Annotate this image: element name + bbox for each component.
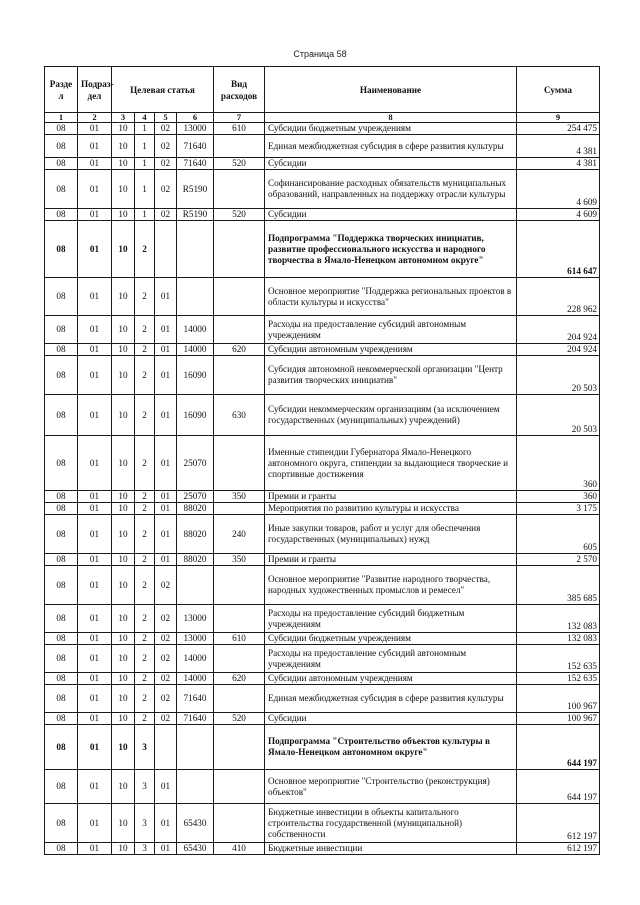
cell-naimenovanie: Расходы на предоставление субсидий автономным учреждениям — [265, 316, 517, 344]
cell-razdel: 08 — [45, 158, 78, 170]
header-naimenovanie: Наименование — [265, 67, 517, 113]
cell-razdel: 08 — [45, 170, 78, 209]
cell-vid-raskhodov — [214, 170, 265, 209]
cell-event: 02 — [155, 170, 177, 209]
cell-vid-raskhodov: 240 — [214, 515, 265, 554]
cell-vid-raskhodov — [214, 725, 265, 770]
cell-subprogram: 1 — [135, 158, 155, 170]
table-row — [45, 633, 600, 645]
cell-event: 02 — [155, 633, 177, 645]
cell-subprogram: 2 — [135, 344, 155, 356]
column-number: 6 — [177, 113, 214, 123]
cell-subprogram: 1 — [135, 170, 155, 209]
cell-summa: 360 — [517, 491, 600, 503]
cell-direction: 65430 — [177, 804, 214, 843]
cell-direction: 14000 — [177, 645, 214, 673]
column-number: 5 — [155, 113, 177, 123]
cell-naimenovanie: Единая межбюджетная субсидия в сфере развития культуры — [265, 135, 517, 158]
cell-podrazdel: 01 — [78, 491, 112, 503]
cell-program: 10 — [112, 170, 135, 209]
cell-subprogram: 2 — [135, 713, 155, 725]
column-number: 9 — [517, 113, 600, 123]
cell-subprogram: 2 — [135, 633, 155, 645]
cell-program: 10 — [112, 123, 135, 135]
cell-vid-raskhodov: 620 — [214, 673, 265, 685]
cell-program: 10 — [112, 645, 135, 673]
cell-direction: 13000 — [177, 633, 214, 645]
cell-vid-raskhodov — [214, 605, 265, 633]
table-row — [45, 503, 600, 515]
cell-podrazdel: 01 — [78, 436, 112, 491]
cell-razdel: 08 — [45, 673, 78, 685]
cell-program: 10 — [112, 503, 135, 515]
cell-razdel: 08 — [45, 221, 78, 278]
cell-naimenovanie: Субсидии некоммерческим организациям (за исключением государственных (муниципальных) учреждений) — [265, 395, 517, 436]
table-row — [45, 221, 600, 278]
column-number: 8 — [265, 113, 517, 123]
cell-direction — [177, 566, 214, 605]
cell-direction: 16090 — [177, 356, 214, 395]
cell-direction — [177, 770, 214, 804]
table-row — [45, 725, 600, 770]
cell-vid-raskhodov: 520 — [214, 209, 265, 221]
cell-summa: 204 924 — [517, 344, 600, 356]
cell-program: 10 — [112, 843, 135, 855]
header-razdel: Разде л — [45, 67, 78, 113]
cell-podrazdel: 01 — [78, 685, 112, 713]
cell-direction: 88020 — [177, 554, 214, 566]
cell-event: 01 — [155, 356, 177, 395]
cell-subprogram: 2 — [135, 436, 155, 491]
cell-summa: 20 503 — [517, 356, 600, 395]
cell-naimenovanie: Субсидии — [265, 158, 517, 170]
cell-vid-raskhodov — [214, 503, 265, 515]
cell-program: 10 — [112, 566, 135, 605]
cell-direction: 16090 — [177, 395, 214, 436]
cell-subprogram: 1 — [135, 135, 155, 158]
cell-naimenovanie: Субсидии автономным учреждениям — [265, 344, 517, 356]
table-row — [45, 158, 600, 170]
table-row — [45, 170, 600, 209]
cell-program: 10 — [112, 356, 135, 395]
cell-naimenovanie: Основное мероприятие "Поддержка региональных проектов в области культуры и искусства" — [265, 278, 517, 316]
cell-naimenovanie: Субсидии бюджетным учреждениям — [265, 633, 517, 645]
cell-razdel: 08 — [45, 395, 78, 436]
cell-vid-raskhodov — [214, 436, 265, 491]
cell-direction — [177, 278, 214, 316]
cell-summa: 385 685 — [517, 566, 600, 605]
cell-summa: 614 647 — [517, 221, 600, 278]
cell-direction: 71640 — [177, 685, 214, 713]
budget-table — [44, 66, 600, 855]
cell-direction: 71640 — [177, 158, 214, 170]
table-row — [45, 770, 600, 804]
cell-program: 10 — [112, 554, 135, 566]
header-celevaya-statya: Целевая статья — [112, 67, 214, 113]
cell-podrazdel: 01 — [78, 395, 112, 436]
cell-podrazdel: 01 — [78, 566, 112, 605]
cell-podrazdel: 01 — [78, 356, 112, 395]
column-number: 3 — [112, 113, 135, 123]
cell-podrazdel: 01 — [78, 645, 112, 673]
table-row — [45, 843, 600, 855]
column-number: 2 — [78, 113, 112, 123]
cell-vid-raskhodov — [214, 645, 265, 673]
cell-razdel: 08 — [45, 566, 78, 605]
table-row — [45, 605, 600, 633]
cell-event: 02 — [155, 158, 177, 170]
cell-program: 10 — [112, 605, 135, 633]
cell-naimenovanie: Субсидия автономной некоммерческой организации "Центр развития творческих инициатив" — [265, 356, 517, 395]
cell-event: 01 — [155, 436, 177, 491]
table-header-row — [45, 67, 600, 113]
cell-event: 02 — [155, 713, 177, 725]
cell-event: 01 — [155, 770, 177, 804]
cell-subprogram: 2 — [135, 278, 155, 316]
cell-program: 10 — [112, 673, 135, 685]
cell-vid-raskhodov: 610 — [214, 123, 265, 135]
cell-program: 10 — [112, 158, 135, 170]
cell-subprogram: 3 — [135, 804, 155, 843]
cell-event: 01 — [155, 554, 177, 566]
cell-event — [155, 221, 177, 278]
cell-program: 10 — [112, 221, 135, 278]
cell-event: 02 — [155, 645, 177, 673]
cell-summa: 254 475 — [517, 123, 600, 135]
cell-program: 10 — [112, 633, 135, 645]
table-row — [45, 713, 600, 725]
cell-naimenovanie: Субсидии бюджетным учреждениям — [265, 123, 517, 135]
cell-direction: 71640 — [177, 713, 214, 725]
cell-naimenovanie: Бюджетные инвестиции в объекты капитального строительства государственной (муниципальной) собственности — [265, 804, 517, 843]
cell-summa: 20 503 — [517, 395, 600, 436]
cell-vid-raskhodov — [214, 356, 265, 395]
cell-naimenovanie: Мероприятия по развитию культуры и искусства — [265, 503, 517, 515]
cell-naimenovanie: Расходы на предоставление субсидий автономным учреждениям — [265, 645, 517, 673]
cell-program: 10 — [112, 316, 135, 344]
cell-event: 01 — [155, 503, 177, 515]
cell-subprogram: 2 — [135, 221, 155, 278]
cell-event: 01 — [155, 395, 177, 436]
cell-summa: 4 381 — [517, 135, 600, 158]
cell-podrazdel: 01 — [78, 770, 112, 804]
cell-direction: 71640 — [177, 135, 214, 158]
cell-razdel: 08 — [45, 685, 78, 713]
table-row — [45, 685, 600, 713]
cell-event: 02 — [155, 605, 177, 633]
column-number: 1 — [45, 113, 78, 123]
cell-direction: 65430 — [177, 843, 214, 855]
cell-razdel: 08 — [45, 725, 78, 770]
cell-vid-raskhodov — [214, 804, 265, 843]
cell-program: 10 — [112, 491, 135, 503]
cell-razdel: 08 — [45, 316, 78, 344]
cell-razdel: 08 — [45, 843, 78, 855]
table-row — [45, 436, 600, 491]
cell-subprogram: 2 — [135, 685, 155, 713]
cell-naimenovanie: Субсидии автономным учреждениям — [265, 673, 517, 685]
cell-podrazdel: 01 — [78, 209, 112, 221]
column-number: 7 — [214, 113, 265, 123]
table-row — [45, 491, 600, 503]
header-podrazdel: Подраз- дел — [78, 67, 112, 113]
cell-summa: 152 635 — [517, 645, 600, 673]
cell-program: 10 — [112, 436, 135, 491]
cell-summa: 152 635 — [517, 673, 600, 685]
cell-subprogram: 2 — [135, 503, 155, 515]
cell-event: 01 — [155, 491, 177, 503]
cell-summa: 644 197 — [517, 770, 600, 804]
cell-direction: 14000 — [177, 673, 214, 685]
cell-vid-raskhodov: 620 — [214, 344, 265, 356]
cell-podrazdel: 01 — [78, 515, 112, 554]
cell-event: 02 — [155, 209, 177, 221]
cell-vid-raskhodov: 520 — [214, 158, 265, 170]
table-row — [45, 673, 600, 685]
cell-event: 02 — [155, 123, 177, 135]
table-row — [45, 395, 600, 436]
cell-podrazdel: 01 — [78, 158, 112, 170]
cell-direction: 14000 — [177, 344, 214, 356]
cell-razdel: 08 — [45, 123, 78, 135]
cell-summa: 3 175 — [517, 503, 600, 515]
table-row — [45, 135, 600, 158]
cell-summa: 2 570 — [517, 554, 600, 566]
cell-program: 10 — [112, 770, 135, 804]
cell-summa: 100 967 — [517, 685, 600, 713]
cell-naimenovanie: Иные закупки товаров, работ и услуг для обеспечения государственных (муниципальных) нужд — [265, 515, 517, 554]
cell-program: 10 — [112, 395, 135, 436]
cell-event: 02 — [155, 566, 177, 605]
cell-razdel: 08 — [45, 503, 78, 515]
cell-razdel: 08 — [45, 344, 78, 356]
cell-summa: 100 967 — [517, 713, 600, 725]
cell-direction: 88020 — [177, 503, 214, 515]
cell-podrazdel: 01 — [78, 221, 112, 278]
table-row — [45, 566, 600, 605]
cell-podrazdel: 01 — [78, 605, 112, 633]
table-body — [45, 123, 600, 855]
cell-vid-raskhodov: 410 — [214, 843, 265, 855]
cell-summa: 228 962 — [517, 278, 600, 316]
cell-subprogram: 2 — [135, 605, 155, 633]
cell-naimenovanie: Единая межбюджетная субсидия в сфере развития культуры — [265, 685, 517, 713]
cell-program: 10 — [112, 209, 135, 221]
cell-program: 10 — [112, 135, 135, 158]
cell-razdel: 08 — [45, 713, 78, 725]
cell-program: 10 — [112, 278, 135, 316]
table-row — [45, 344, 600, 356]
cell-razdel: 08 — [45, 605, 78, 633]
cell-summa: 605 — [517, 515, 600, 554]
cell-summa: 4 381 — [517, 158, 600, 170]
cell-razdel: 08 — [45, 491, 78, 503]
cell-summa: 612 197 — [517, 804, 600, 843]
cell-podrazdel: 01 — [78, 804, 112, 843]
cell-naimenovanie: Премии и гранты — [265, 491, 517, 503]
cell-naimenovanie: Премии и гранты — [265, 554, 517, 566]
cell-summa: 4 609 — [517, 209, 600, 221]
cell-podrazdel: 01 — [78, 170, 112, 209]
cell-direction: 13000 — [177, 605, 214, 633]
table-row — [45, 554, 600, 566]
cell-razdel: 08 — [45, 554, 78, 566]
table-row — [45, 515, 600, 554]
cell-program: 10 — [112, 685, 135, 713]
cell-subprogram: 2 — [135, 356, 155, 395]
cell-summa: 204 924 — [517, 316, 600, 344]
cell-vid-raskhodov — [214, 278, 265, 316]
cell-summa: 612 197 — [517, 843, 600, 855]
cell-program: 10 — [112, 725, 135, 770]
cell-direction: R5190 — [177, 170, 214, 209]
cell-event: 02 — [155, 673, 177, 685]
cell-summa: 4 609 — [517, 170, 600, 209]
cell-subprogram: 3 — [135, 725, 155, 770]
cell-vid-raskhodov — [214, 566, 265, 605]
cell-vid-raskhodov: 350 — [214, 554, 265, 566]
cell-podrazdel: 01 — [78, 503, 112, 515]
cell-subprogram: 2 — [135, 645, 155, 673]
cell-podrazdel: 01 — [78, 344, 112, 356]
cell-summa: 132 083 — [517, 605, 600, 633]
cell-program: 10 — [112, 515, 135, 554]
cell-razdel: 08 — [45, 436, 78, 491]
cell-podrazdel: 01 — [78, 673, 112, 685]
cell-event: 02 — [155, 685, 177, 713]
cell-razdel: 08 — [45, 209, 78, 221]
cell-subprogram: 3 — [135, 843, 155, 855]
cell-podrazdel: 01 — [78, 123, 112, 135]
page-number-label: Страница 58 — [293, 49, 347, 59]
cell-direction: 13000 — [177, 123, 214, 135]
cell-razdel: 08 — [45, 770, 78, 804]
cell-vid-raskhodov — [214, 221, 265, 278]
cell-direction — [177, 725, 214, 770]
table-row — [45, 356, 600, 395]
cell-subprogram: 3 — [135, 770, 155, 804]
cell-razdel: 08 — [45, 135, 78, 158]
column-number-row — [45, 113, 600, 123]
cell-program: 10 — [112, 713, 135, 725]
cell-subprogram: 2 — [135, 673, 155, 685]
cell-naimenovanie: Подпрограмма "Поддержка творческих инициатив, развитие профессионального искусства и народного творчества в Ямало-Ненецком автономном округе" — [265, 221, 517, 278]
table-row — [45, 804, 600, 843]
table-row — [45, 209, 600, 221]
table-row — [45, 278, 600, 316]
cell-subprogram: 2 — [135, 316, 155, 344]
cell-vid-raskhodov — [214, 135, 265, 158]
cell-direction: 88020 — [177, 515, 214, 554]
cell-subprogram: 2 — [135, 491, 155, 503]
header-summa: Сумма — [517, 67, 600, 113]
cell-vid-raskhodov — [214, 685, 265, 713]
cell-podrazdel: 01 — [78, 725, 112, 770]
cell-subprogram: 2 — [135, 566, 155, 605]
cell-vid-raskhodov — [214, 316, 265, 344]
cell-podrazdel: 01 — [78, 316, 112, 344]
cell-summa: 360 — [517, 436, 600, 491]
cell-podrazdel: 01 — [78, 713, 112, 725]
cell-direction: 25070 — [177, 436, 214, 491]
cell-podrazdel: 01 — [78, 135, 112, 158]
cell-naimenovanie: Именные стипендии Губернатора Ямало-Ненецкого автономного округа, стипендии за выдающиеся творческие и спортивные достижения — [265, 436, 517, 491]
cell-subprogram: 2 — [135, 554, 155, 566]
header-vid-raskhodov: Вид расходов — [214, 67, 265, 113]
cell-vid-raskhodov: 520 — [214, 713, 265, 725]
cell-subprogram: 1 — [135, 209, 155, 221]
cell-event: 01 — [155, 344, 177, 356]
cell-event: 02 — [155, 135, 177, 158]
cell-program: 10 — [112, 804, 135, 843]
cell-podrazdel: 01 — [78, 278, 112, 316]
cell-naimenovanie: Субсидии — [265, 209, 517, 221]
cell-subprogram: 1 — [135, 123, 155, 135]
cell-summa: 644 197 — [517, 725, 600, 770]
cell-direction: R5190 — [177, 209, 214, 221]
cell-naimenovanie: Софинансирование расходных обязательств муниципальных образований, направленных на поддержку отрасли культуры — [265, 170, 517, 209]
cell-naimenovanie: Основное мероприятие "Строительство (реконструкция) объектов" — [265, 770, 517, 804]
cell-event: 01 — [155, 278, 177, 316]
cell-podrazdel: 01 — [78, 633, 112, 645]
cell-podrazdel: 01 — [78, 554, 112, 566]
cell-subprogram: 2 — [135, 395, 155, 436]
cell-subprogram: 2 — [135, 515, 155, 554]
cell-direction: 25070 — [177, 491, 214, 503]
cell-naimenovanie: Бюджетные инвестиции — [265, 843, 517, 855]
cell-direction — [177, 221, 214, 278]
cell-razdel: 08 — [45, 515, 78, 554]
cell-event — [155, 725, 177, 770]
cell-vid-raskhodov: 630 — [214, 395, 265, 436]
cell-event: 01 — [155, 515, 177, 554]
cell-vid-raskhodov — [214, 770, 265, 804]
cell-podrazdel: 01 — [78, 843, 112, 855]
cell-naimenovanie: Подпрограмма "Строительство объектов культуры в Ямало-Ненецком автономном округе" — [265, 725, 517, 770]
cell-naimenovanie: Субсидии — [265, 713, 517, 725]
cell-razdel: 08 — [45, 356, 78, 395]
cell-razdel: 08 — [45, 804, 78, 843]
cell-naimenovanie: Основное мероприятие "Развитие народного творчества, народных художественных промыслов и ремесел" — [265, 566, 517, 605]
cell-razdel: 08 — [45, 278, 78, 316]
cell-event: 01 — [155, 316, 177, 344]
cell-program: 10 — [112, 344, 135, 356]
cell-direction: 14000 — [177, 316, 214, 344]
cell-event: 01 — [155, 843, 177, 855]
cell-summa: 132 083 — [517, 633, 600, 645]
table-row — [45, 645, 600, 673]
cell-vid-raskhodov: 610 — [214, 633, 265, 645]
cell-razdel: 08 — [45, 645, 78, 673]
cell-naimenovanie: Расходы на предоставление субсидий бюджетным учреждениям — [265, 605, 517, 633]
cell-vid-raskhodov: 350 — [214, 491, 265, 503]
cell-event: 01 — [155, 804, 177, 843]
table-row — [45, 123, 600, 135]
cell-razdel: 08 — [45, 633, 78, 645]
table-row — [45, 316, 600, 344]
column-number: 4 — [135, 113, 155, 123]
